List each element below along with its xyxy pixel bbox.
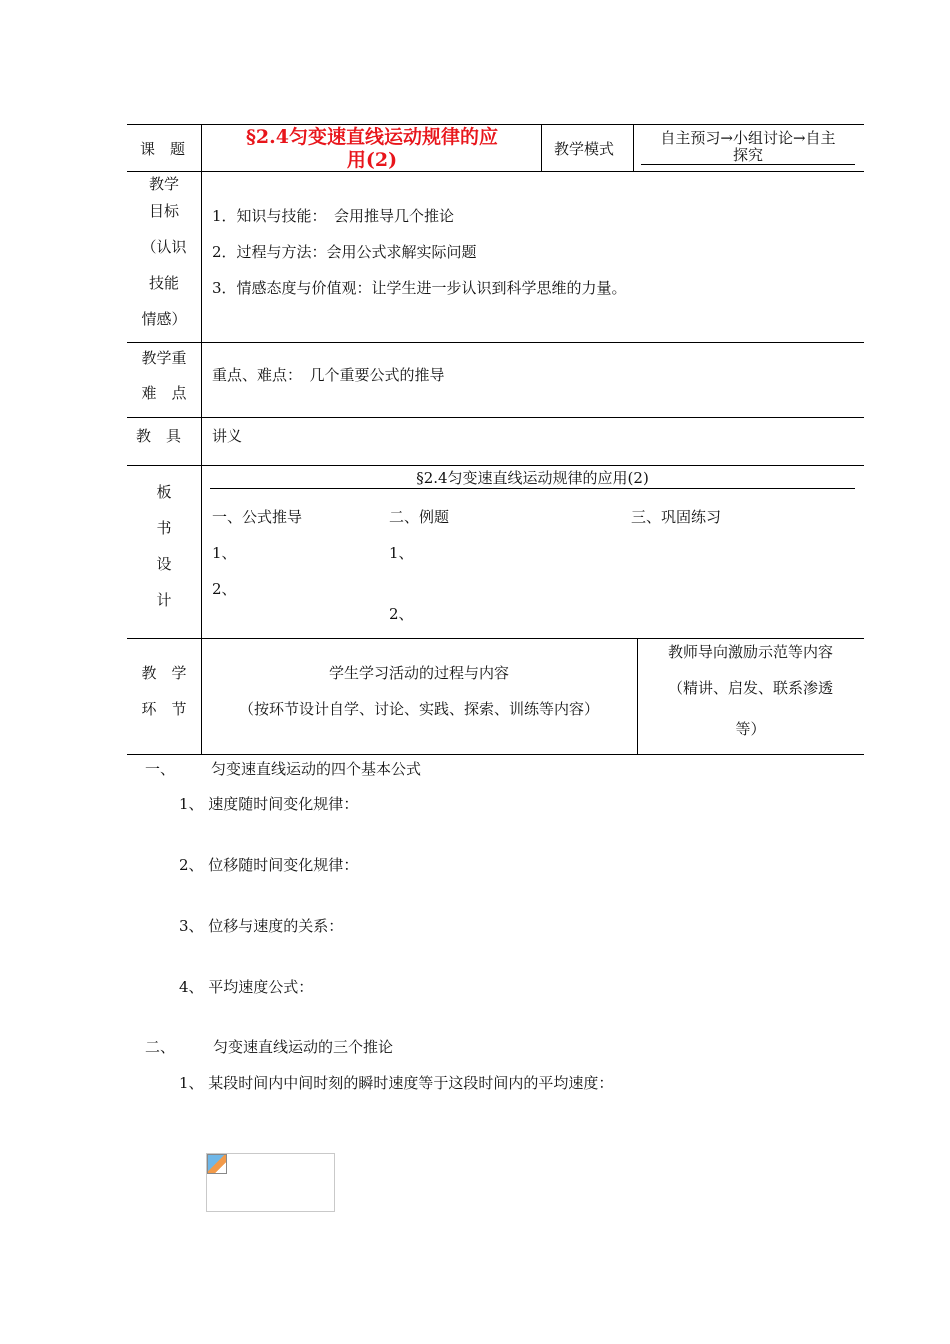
key-label-2: 难 点: [141, 384, 187, 402]
step-label-1: 教 学: [141, 664, 187, 682]
teacher-guide-title: 教师导向激励示范等内容: [667, 643, 833, 661]
section2-number: 二、: [145, 1038, 176, 1056]
board-col1-heading: 一、公式推导: [212, 508, 303, 526]
student-activity-title: 学生学习活动的过程与内容: [328, 664, 509, 682]
broken-image-icon: [207, 1154, 227, 1174]
section2-item: 1、 某段时间内中间时刻的瞬时速度等于这段时间内的平均速度：: [179, 1074, 614, 1092]
mode-line2: 探究: [732, 146, 763, 164]
board-col2-heading: 二、例题: [389, 508, 450, 526]
step-label-2: 环 节: [141, 700, 187, 718]
section1-title: 匀变速直线运动的四个基本公式: [211, 760, 422, 778]
tools-content: 讲义: [212, 427, 243, 445]
goal-label-3: （认识: [141, 238, 187, 256]
board-label-3: 设: [156, 555, 172, 573]
board-label-4: 计: [156, 591, 172, 609]
board-label-1: 板: [156, 483, 172, 501]
mode-label: 教学模式: [554, 140, 615, 158]
student-activity-note: （按环节设计自学、讨论、实践、探索、训练等内容）: [238, 700, 599, 718]
section1-item: 2、 位移随时间变化规律：: [179, 856, 359, 874]
topic-label: 课 题: [140, 140, 186, 158]
board-col1-item: 2、: [212, 580, 237, 598]
teacher-guide-note: （精讲、启发、联系渗透: [667, 679, 833, 697]
board-title: §2.4匀变速直线运动规律的应用(2): [416, 469, 649, 487]
teacher-guide-note-end: 等）: [735, 720, 766, 738]
section1-item: 1、 速度随时间变化规律：: [179, 795, 359, 813]
board-col3-heading: 三、巩固练习: [631, 508, 722, 526]
formula-image-placeholder: [206, 1153, 335, 1212]
lesson-title-line2: 用(2): [346, 149, 398, 171]
board-col1-item: 1、: [212, 544, 237, 562]
board-label-2: 书: [156, 519, 172, 537]
goal-label-1: 教学: [148, 175, 179, 193]
goal-item: 1．知识与技能： 会用推导几个推论: [212, 207, 455, 225]
tools-label: 教 具: [136, 427, 182, 445]
goal-label-4: 技能: [148, 274, 179, 292]
goal-label-5: 情感）: [141, 310, 187, 328]
lesson-title-line1: §2.4匀变速直线运动规律的应: [246, 126, 498, 148]
goal-label-2: 目标: [148, 202, 179, 220]
key-content: 重点、难点： 几个重要公式的推导: [212, 366, 445, 384]
mode-line1: 自主预习→小组讨论→自主: [660, 129, 836, 147]
board-col2-item: 1、: [389, 544, 414, 562]
board-col2-item: 2、: [389, 605, 414, 623]
goal-item: 3．情感态度与价值观：让学生进一步认识到科学思维的力量。: [212, 279, 627, 297]
section2-title: 匀变速直线运动的三个推论: [213, 1038, 394, 1056]
goal-item: 2．过程与方法：会用公式求解实际问题: [212, 243, 477, 261]
section1-item: 4、 平均速度公式：: [179, 978, 314, 996]
key-label-1: 教学重: [141, 349, 187, 367]
section1-item: 3、 位移与速度的关系：: [179, 917, 344, 935]
section1-number: 一、: [145, 760, 176, 778]
